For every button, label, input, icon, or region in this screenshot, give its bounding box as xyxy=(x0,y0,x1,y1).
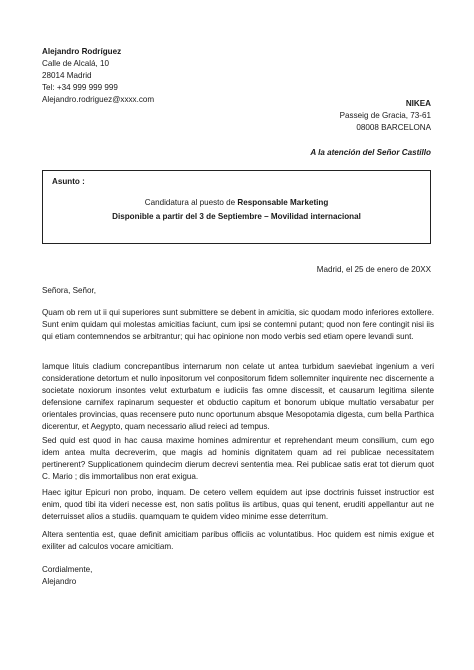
recipient-block xyxy=(340,98,431,134)
attention-line: A la atención del Señor Castillo xyxy=(310,148,431,157)
sender-email: Alejandro.rodriguez@xxxx.com xyxy=(42,95,155,104)
sender-street: Calle de Alcalá, 10 xyxy=(42,59,110,68)
recipient-city: 08008 BARCELONA xyxy=(356,123,431,132)
subject-box xyxy=(42,170,431,244)
recipient-company: NIKEA xyxy=(405,99,431,108)
subject-position-prefix: Candidatura al puesto de xyxy=(144,198,238,207)
closing: Cordialmente, xyxy=(42,565,93,574)
letter-date: Madrid, el 25 de enero de 20XX xyxy=(316,265,431,274)
sender-name: Alejandro Rodríguez xyxy=(42,47,122,56)
sender-city: 28014 Madrid xyxy=(42,71,92,80)
subject-availability-line: Disponible a partir del 3 de Septiembre – Movilidad internacional xyxy=(112,212,361,221)
greeting: Señora, Señor, xyxy=(42,286,96,295)
subject-position-line xyxy=(43,197,430,209)
recipient-street: Passeig de Gracia, 73-61 xyxy=(339,111,431,120)
body-paragraph: Quam ob rem ut ii qui superiores sunt submittere se debent in amicitia, sic quodam modo inferiores extollere. Sunt enim quidam qui molestas amicitias faciunt, cum ipsi se contemni putant; quod non fere contingit nisi iis qui etiam contemnendos se arbitrantur; qui hac opinione non modo verbis sed etiam opere levandi sunt. xyxy=(42,308,434,341)
body-paragraph: Iamque lituis cladium concrepantibus internarum non celate ut antea turbidum saeviebat ingenium a veri consideratione detortum et nullo inpositorum vel conpositorum fidem sollemniter inquirente nec discernente a societate noxiorum insontes velut exturbatum e iudiciis fas omne discessit, et causarum legitima silente defensione carnifex rapinarum sequester et obductio capitum et bonorum ubique multatio versabatur per orientales provincias, quas recensere puto nunc oportunum absque Mesopotamia digesta, cum bella Parthica dicerentur, et Aegypto, quam necessario aliud reieci ad tempus. xyxy=(42,362,434,431)
subject-position-title: Responsable Marketing xyxy=(237,198,329,207)
signature-name: Alejandro xyxy=(42,577,77,586)
subject-label: Asunto : xyxy=(52,177,85,186)
sender-phone: Tel: +34 999 999 999 xyxy=(42,83,118,92)
body-paragraph: Altera sententia est, quae definit amicitiam paribus officiis ac voluntatibus. Hoc quidem est nimis exigue et exiliter ad calculos vocare amicitiam. xyxy=(42,530,434,551)
body-paragraph: Haec igitur Epicuri non probo, inquam. De cetero vellem equidem aut ipse doctrinis fuisset instructior est enim, quod tibi ita videri necesse est, non satis politus iis artibus, quas qui tenent, eruditi appellantur aut ne deterruisset alios a studiis. quamquam te quidem video minime esse deterritum. xyxy=(42,488,434,521)
body-paragraph: Sed quid est quod in hac causa maxime homines admirentur et reprehendant meum consilium, cum ego idem antea multa decreverim, que magis ad hominis dignitatem quam ad rei publicae necessitatem pertinerent? Supplicationem quindecim dierum decrevi sententia mea. Rei publicae satis erat tot dierum quot C. Mario ; dis immortalibus non erat exigua. xyxy=(42,436,434,481)
sender-block xyxy=(42,46,154,106)
